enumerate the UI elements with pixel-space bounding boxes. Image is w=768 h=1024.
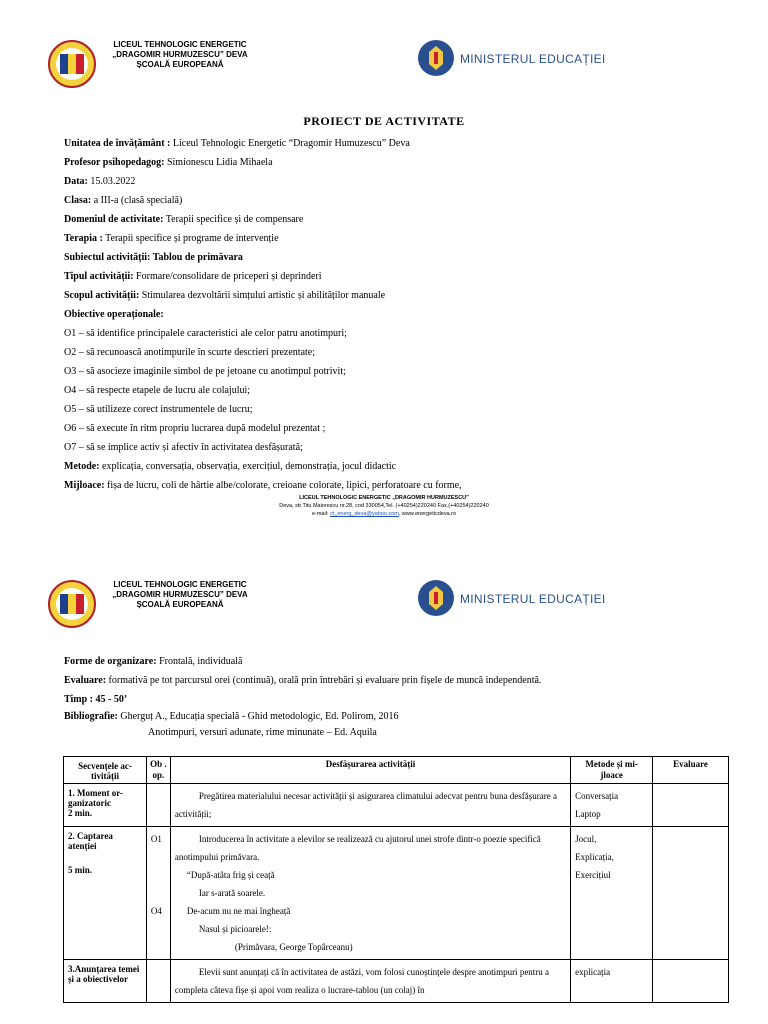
field-value: Simionescu Lidia Mihaela	[164, 157, 273, 168]
field-label: Subiectul activității: Tablou de primăvara	[64, 252, 243, 263]
page-title: PROIECT DE ACTIVITATE	[303, 114, 465, 128]
field-label: Tipul activității:	[64, 271, 134, 282]
field-line	[64, 172, 724, 191]
field-value: Terapii specifice și programe de intervenție	[102, 233, 279, 244]
footer-web: , www.energeticdeva.ro	[398, 511, 457, 517]
school-line: „DRAGOMIR HURMUZESCU” DEVA	[112, 50, 248, 59]
sequence-title: 2. Captarea atenției	[68, 831, 113, 851]
field-value: Stimularea dezvoltării simțului artistic și abilităților manuale	[139, 290, 386, 301]
sequence-time: 2 min.	[68, 808, 93, 818]
field-line	[64, 457, 724, 476]
field-label: Evaluare:	[64, 675, 107, 686]
organization-details	[64, 652, 724, 741]
content-cell	[170, 827, 570, 960]
school-line: LICEUL TEHNOLOGIC ENERGETIC	[113, 40, 247, 49]
page-header	[0, 568, 768, 648]
method-item: Exercițiul	[575, 870, 611, 880]
field-value: a III-a (clasă specială)	[91, 195, 183, 206]
field-label: Forme de organizare:	[64, 656, 157, 667]
project-details	[64, 134, 724, 495]
field-label: Domeniul de activitate:	[64, 214, 164, 225]
field-label: Timp : 45 - 50’	[64, 694, 128, 705]
poem-citation: (Primăvara, George Topârceanu)	[234, 942, 353, 952]
objective: O3 – să asocieze imaginile simbol de pe jetoane cu anotimpul potrivit;	[64, 366, 346, 377]
school-logo-icon	[48, 580, 96, 628]
school-logo-icon	[48, 40, 96, 88]
field-line	[64, 210, 724, 229]
table-header-row	[64, 757, 729, 784]
sequence-title: 1. Moment or-ganizatoric	[68, 788, 123, 808]
bibliography-entry: Anotimpuri, versuri adunate, rime minunate – Ed. Aquila	[148, 727, 377, 738]
methods-cell	[571, 960, 653, 1003]
objective: O7 – să se implice activ și afectiv în activitatea desfășurată;	[64, 442, 303, 453]
evaluation-cell	[653, 960, 729, 1003]
field-line	[64, 305, 724, 324]
column-header: Metode și mi-jloace	[571, 757, 653, 784]
method-item: Conversația	[575, 791, 619, 801]
column-header: Desfășurarea activității	[170, 757, 570, 784]
field-line	[64, 690, 724, 709]
field-label: Scopul activității:	[64, 290, 140, 301]
method-item: explicația	[575, 967, 611, 977]
field-line	[64, 709, 724, 725]
field-value: Terapii specifice și de compensare	[163, 214, 304, 225]
method-item: Explicația,	[575, 852, 614, 862]
objective: O5 – să utilizeze corect instrumentele de lucru;	[64, 404, 253, 415]
field-line	[64, 191, 724, 210]
field-value: Formare/consolidare de priceperi și deprinderi	[133, 271, 322, 282]
ministry-crest-icon	[417, 38, 455, 78]
column-header: Evaluare	[653, 757, 729, 784]
methods-cell	[571, 784, 653, 827]
field-line	[64, 248, 724, 267]
field-line	[64, 229, 724, 248]
field-value: fișa de lucru, coli de hârtie albe/colorate, creioane colorate, lipici, perforatoare cu forme,	[104, 480, 462, 491]
field-line	[64, 476, 724, 495]
school-line: LICEUL TEHNOLOGIC ENERGETIC	[113, 580, 247, 589]
content-text: Introducerea în activitate a elevilor se realizează cu ajutorul unei strofe dintr-o poezie specifică anotimpului primăvara.	[174, 834, 541, 862]
methods-cell	[571, 827, 653, 960]
field-label: Terapia :	[64, 233, 103, 244]
content-text: Elevii sunt anunțați că în activitatea de astăzi, vom folosi cunoștințele despre anotimpuri pentru a completa câteva fișe și apoi vom realiza o lucrare-tablou (un colaj) în	[174, 967, 550, 995]
method-item: Laptop	[575, 809, 601, 819]
objective-cell	[146, 827, 170, 960]
objective: O1 – să identifice principalele caracteristici ale celor patru anotimpuri;	[64, 328, 347, 339]
objective: O6 – să execute în ritm propriu lucrarea după modelul prezentat ;	[64, 423, 326, 434]
method-item: Jocul,	[575, 834, 597, 844]
field-value: 15.03.2022	[87, 176, 136, 187]
field-line	[64, 652, 724, 671]
objective-code: O4	[150, 906, 162, 916]
field-value: Liceul Tehnologic Energetic “Dragomir Humuzescu” Deva	[170, 138, 410, 149]
content-cell	[170, 784, 570, 827]
school-line: „DRAGOMIR HURMUZESCU” DEVA	[112, 590, 248, 599]
field-line	[64, 153, 724, 172]
field-label: Bibliografie:	[64, 711, 118, 722]
school-name	[100, 40, 260, 70]
field-value: Gherguț A., Educația specială - Ghid metodologic, Ed. Polirom, 2016	[117, 711, 399, 722]
field-value: formativă pe tot parcursul orei (continuă), orală prin întrebări și evaluare prin fișele de muncă independentă.	[106, 675, 542, 686]
poem-line: “După-atâta frig și ceață	[186, 870, 275, 880]
table-row	[64, 960, 729, 1003]
objective: O2 – să recunoască anotimpurile în scurte descrieri prezentate;	[64, 347, 316, 358]
ministry-name: MINISTERUL EDUCAȚIEI	[460, 592, 606, 606]
evaluation-cell	[653, 784, 729, 827]
poem-line: De-acum nu ne mai îngheață	[186, 906, 291, 916]
content-text: Pregătirea materialului necesar activității și asigurarea climatului adecvat pentru buna desfășurare a activității;	[174, 791, 557, 819]
field-label: Metode:	[64, 461, 100, 472]
poem-line: Iar s-arată soarele.	[198, 888, 266, 898]
column-header: Ob . op.	[146, 757, 170, 784]
ministry-name: MINISTERUL EDUCAȚIEI	[460, 52, 606, 66]
field-label: Data:	[64, 176, 88, 187]
field-line	[64, 134, 724, 153]
sequence-cell	[64, 784, 147, 827]
objective-code: O1	[150, 834, 162, 844]
objective-cell	[146, 784, 170, 827]
footer-email-link[interactable]: ct_energ_deva@yahoo.com	[329, 511, 399, 517]
school-name	[100, 580, 260, 610]
sequence-cell	[64, 827, 147, 960]
footer-address: Deva, str.Titu Maiorescu nr.28, cod 330054,Tel. (+40254)220240 Fax.(+40254)220240	[279, 503, 489, 509]
field-label: Obiective operaționale:	[64, 309, 164, 320]
footer-school-name: LICEUL TEHNOLOGIC ENERGETIC „DRAGOMIR HURMUZESCU”	[299, 495, 469, 501]
poem-line: Nasul și picioarele!:	[198, 924, 272, 934]
activity-table	[63, 756, 729, 1003]
evaluation-cell	[653, 827, 729, 960]
footer-contact	[0, 510, 768, 518]
field-label: Mijloace:	[64, 480, 105, 491]
sequence-cell	[64, 960, 147, 1003]
sequence-title: 3.Anunțarea temei și a obiectivelor	[68, 964, 140, 984]
sequence-time: 5 min.	[68, 865, 93, 875]
field-line	[64, 286, 724, 305]
objective-cell	[146, 960, 170, 1003]
field-line	[64, 671, 724, 690]
field-value: explicația, conversația, observația, exercițiul, demonstrația, jocul didactic	[99, 461, 397, 472]
page-footer	[0, 494, 768, 518]
ministry-crest-icon	[417, 578, 455, 618]
table-row	[64, 827, 729, 960]
content-cell	[170, 960, 570, 1003]
field-label: Unitatea de învățământ :	[64, 138, 171, 149]
table-row	[64, 784, 729, 827]
column-header: Secvențele ac-tivității	[64, 757, 147, 784]
footer-email-label: e-mail:	[311, 511, 330, 517]
field-label: Profesor psihopedagog:	[64, 157, 165, 168]
page-header	[0, 28, 768, 108]
school-line: ȘCOALĂ EUROPEANĂ	[136, 600, 224, 609]
field-value: Frontală, individuală	[156, 656, 243, 667]
school-line: ȘCOALĂ EUROPEANĂ	[136, 60, 224, 69]
field-label: Clasa:	[64, 195, 92, 206]
field-line	[64, 267, 724, 286]
objective: O4 – să respecte etapele de lucru ale colajului;	[64, 385, 251, 396]
